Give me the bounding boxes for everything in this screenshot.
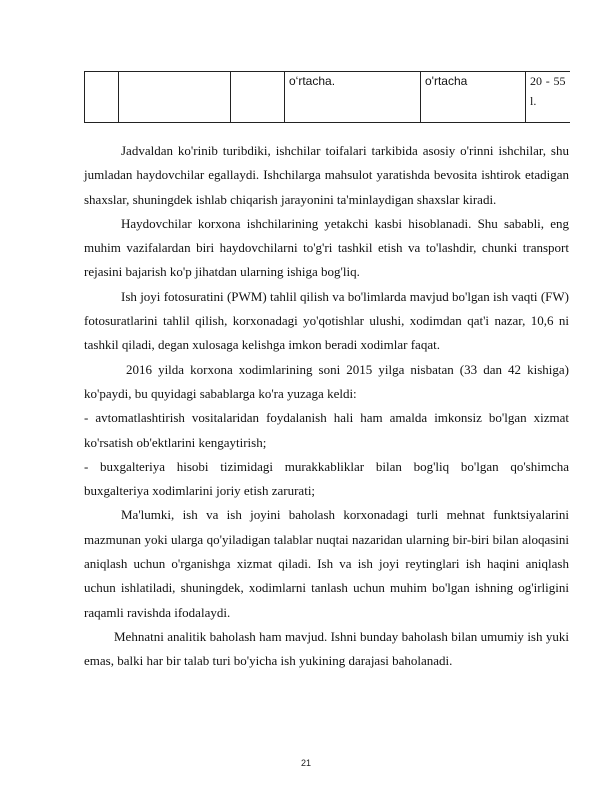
paragraph: Mehnatni analitik baholash ham mavjud. Ishni bunday baholash bilan umumiy ish yuki emas, balki har bir talab turi bo'yicha ish yukining darajasi baholanadi. <box>84 628 569 669</box>
table-row <box>85 72 570 123</box>
page-number: 21 <box>300 758 311 768</box>
table-cell <box>85 72 119 123</box>
table-cell-range <box>526 72 570 123</box>
table-cell <box>119 72 231 123</box>
range-value: 20 - 55 <box>530 74 566 88</box>
paragraph: Jadvaldan ko'rinib turibdiki, ishchilar toifalari tarkibida asosiy o'rinni ishchilar, shu jumladan haydovchilar egallaydi. Ishchilarga mahsulot yaratishda bevosita ishtirok etadigan shaxslar, shuningdek ishlab chiqarish jarayonini ta'minlaydigan shaxslar kiradi. <box>84 143 569 207</box>
paragraph: Ish joyi fotosuratini (PWM) tahlil qilish va bo'limlarda mavjud bo'lgan ish vaqti (FW) fotosuratlarini tahlil qilish, korxonadagi yo'qotishlar ulushi, xodimdan qat'i nazar, 10,6 ni tashkil qiladi, degan xulosaga kelishga imkon beradi xodimlar faqat. <box>84 288 569 353</box>
paragraph: 2016 yilda korxona xodimlarining soni 2015 yilga nisbatan (33 dan 42 kishiga) ko'paydi, bu quyidagi sabablarga ko'ra yuzaga keldi: <box>84 361 569 401</box>
list-item: - buxgalteriya hisobi tizimidagi murakkabliklar bilan bog'liq bo'lgan qo'shimcha buxgalteriya xodimlarini joriy etish zarurati; <box>84 458 569 499</box>
range-unit: l. <box>530 94 537 108</box>
table-cell <box>231 72 285 123</box>
paragraph: Haydovchilar korxona ishchilarining yetakchi kasbi hisoblanadi. Shu sababli, eng muhim vazifalardan biri haydovchilarni to'g'ri tashkil etish va to'lashdir, chunki transport rejasini bajarish ko'p jihatdan ularning ishiga bog'liq. <box>84 215 569 280</box>
table-cell: o‘rtacha. <box>285 72 421 123</box>
body-text <box>84 139 569 674</box>
data-table-fragment <box>84 71 570 123</box>
table-cell: o'rtacha <box>421 72 526 123</box>
paragraph: Ma'lumki, ish va ish joyini baholash korxonadagi turli mehnat funktsiyalarini mazmunan yoki ularga qo'yiladigan talablar nuqtai nazaridan ularning bir-biri bilan aloqasini aniqlash uchun o'rganishga xizmat qiladi. Ish va ish joyi reytinglari ish haqini aniqlash uchun ishlatiladi, shuningdek, xodimlarni tanlash uchun muhim bo'lgan ishning og'irligini raqamli ravishda ifodalaydi. <box>84 507 569 620</box>
list-item: - avtomatlashtirish vositalaridan foydalanish hali ham amalda imkonsiz bo'lgan xizmat ko'rsatish ob'ektlarini kengaytirish; <box>84 410 569 450</box>
